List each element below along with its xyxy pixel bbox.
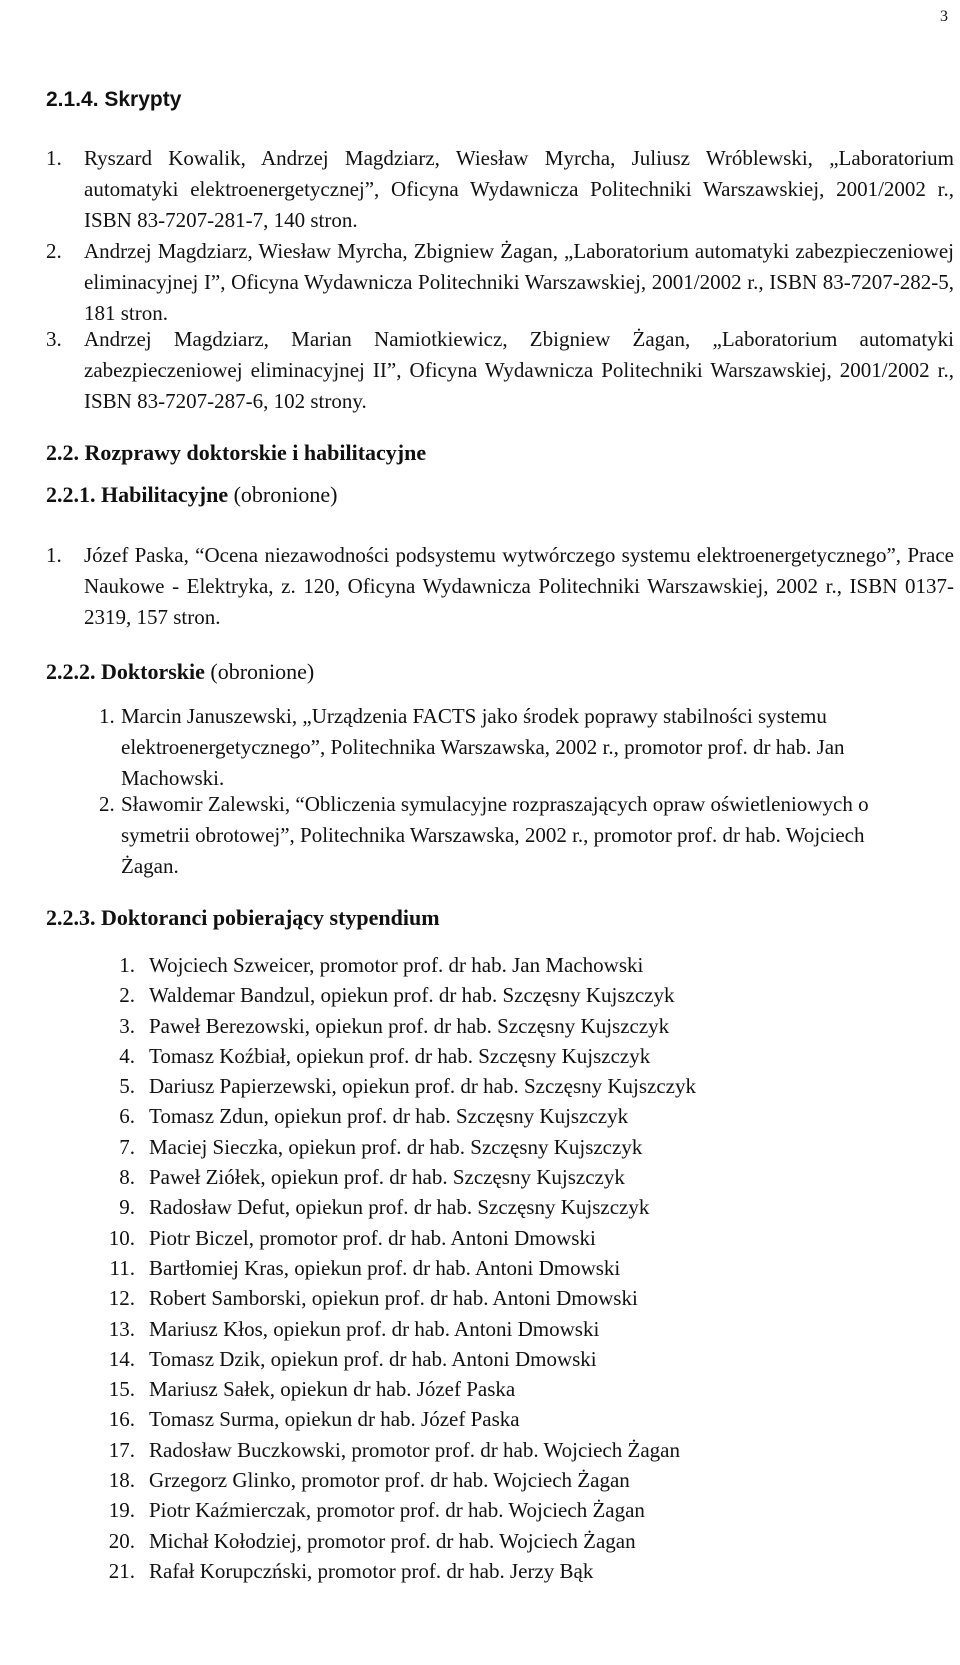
list-item-text: Bartłomiej Kras, opiekun prof. dr hab. Antoni Dmowski: [149, 1255, 621, 1280]
doktoranci-list: [105, 950, 905, 1586]
list-item: [105, 1011, 905, 1041]
skrypt-number: 3.: [46, 327, 62, 351]
list-item-number: 14.: [108, 1346, 135, 1371]
heading-doktoranci: 2.2.3. Doktoranci pobierający stypendium: [46, 905, 440, 930]
list-item: [105, 1556, 905, 1586]
skrypt-number: 1.: [46, 146, 62, 170]
list-item-number: 10.: [108, 1225, 135, 1250]
list-item-text: Radosław Defut, opiekun prof. dr hab. Szczęsny Kujszczyk: [149, 1195, 650, 1220]
list-item-number: 21.: [108, 1558, 135, 1583]
list-item: [105, 1283, 905, 1313]
list-item-number: 12.: [108, 1286, 135, 1311]
list-item: [105, 1132, 905, 1162]
habilitacja-number: 1.: [46, 543, 62, 567]
list-item: [105, 1465, 905, 1495]
list-item-text: Tomasz Surma, opiekun dr hab. Józef Paska: [149, 1407, 520, 1432]
list-item-number: 7.: [119, 1134, 135, 1159]
list-item-text: Maciej Sieczka, opiekun prof. dr hab. Szczęsny Kujszczyk: [149, 1134, 643, 1159]
heading-habilitacyjne: [46, 482, 337, 508]
list-item-text: Waldemar Bandzul, opiekun prof. dr hab. Szczęsny Kujszczyk: [149, 983, 675, 1008]
list-item: [105, 1374, 905, 1404]
list-item-number: 16.: [108, 1407, 135, 1432]
doktorat-entry-1: [99, 701, 921, 794]
list-item-number: 19.: [108, 1498, 135, 1523]
skrypt-text: Ryszard Kowalik, Andrzej Magdziarz, Wiesław Myrcha, Juliusz Wróblewski, „Laboratorium automatyki elektroenergetycznej”, Oficyna Wydawnicza Politechniki Warszawskiej, 2001/2002 r., ISBN 83-7207-281-7, 140 stron.: [84, 146, 954, 232]
doktorat-number: 1.: [99, 704, 115, 728]
habilitacja-text: Józef Paska, “Ocena niezawodności podsystemu wytwórczego systemu elektroenergetycznego”, Prace Naukowe - Elektryka, z. 120, Oficyna Wydawnicza Politechniki Warszawskiej, 2002 r., ISBN 0137-2319, 157 stron.: [84, 543, 954, 629]
page-number: 3: [940, 8, 948, 25]
list-item-text: Piotr Kaźmierczak, promotor prof. dr hab. Wojciech Żagan: [149, 1498, 645, 1523]
heading-doktorskie-note: (obronione): [210, 659, 315, 684]
list-item-number: 3.: [119, 1013, 135, 1038]
skrypt-text: Andrzej Magdziarz, Marian Namiotkiewicz, Zbigniew Żagan, „Laboratorium automatyki zabezpieczeniowej eliminacyjnej II”, Oficyna Wydawnicza Politechniki Warszawskiej, 2001/2002 r., ISBN 83-7207-287-6, 102 strony.: [84, 327, 954, 413]
list-item: [105, 1314, 905, 1344]
list-item-text: Paweł Berezowski, opiekun prof. dr hab. Szczęsny Kujszczyk: [149, 1013, 670, 1038]
list-item-number: 2.: [119, 983, 135, 1008]
list-item-number: 4.: [119, 1043, 135, 1068]
list-item: [105, 1223, 905, 1253]
heading-doktorskie: [46, 659, 314, 685]
heading-rozprawy: 2.2. Rozprawy doktorskie i habilitacyjne: [46, 440, 427, 465]
list-item-text: Rafał Korupczński, promotor prof. dr hab. Jerzy Bąk: [149, 1558, 594, 1583]
heading-habilitacyjne-note: (obronione): [233, 482, 338, 507]
list-item-text: Mariusz Sałek, opiekun dr hab. Józef Paska: [149, 1377, 516, 1402]
list-item: [105, 980, 905, 1010]
list-item-number: 6.: [119, 1104, 135, 1129]
list-item: [105, 950, 905, 980]
list-item: [105, 1192, 905, 1222]
heading-doktorskie-bold: 2.2.2. Doktorskie: [46, 659, 205, 684]
list-item-number: 9.: [119, 1195, 135, 1220]
list-item: [105, 1101, 905, 1131]
list-item-text: Tomasz Dzik, opiekun prof. dr hab. Antoni Dmowski: [149, 1346, 597, 1371]
list-item-number: 1.: [119, 953, 135, 977]
skrypt-entry-2: [46, 236, 954, 329]
list-item-number: 18.: [108, 1468, 135, 1493]
list-item-text: Wojciech Szweicer, promotor prof. dr hab. Jan Machowski: [149, 953, 644, 977]
heading-skrypty: 2.1.4. Skrypty: [46, 88, 182, 111]
list-item-text: Grzegorz Glinko, promotor prof. dr hab. Wojciech Żagan: [149, 1468, 630, 1493]
list-item-text: Tomasz Koźbiał, opiekun prof. dr hab. Szczęsny Kujszczyk: [149, 1043, 651, 1068]
doktorat-entry-2: [99, 789, 921, 882]
list-item: [105, 1435, 905, 1465]
skrypt-entry-3: [46, 324, 954, 417]
doktorat-text: Marcin Januszewski, „Urządzenia FACTS jako środek poprawy stabilności systemu elektroenergetycznego”, Politechnika Warszawska, 2002 r., promotor prof. dr hab. Jan Machowski.: [121, 704, 845, 790]
doktorat-number: 2.: [99, 792, 115, 816]
skrypt-number: 2.: [46, 239, 62, 263]
list-item-number: 5.: [119, 1074, 135, 1099]
list-item-text: Piotr Biczel, promotor prof. dr hab. Antoni Dmowski: [149, 1225, 596, 1250]
list-item: [105, 1253, 905, 1283]
list-item: [105, 1162, 905, 1192]
list-item: [105, 1344, 905, 1374]
list-item-number: 8.: [119, 1165, 135, 1190]
list-item: [105, 1495, 905, 1525]
habilitacja-entry-1: [46, 540, 954, 633]
list-item-number: 17.: [108, 1437, 135, 1462]
list-item: [105, 1526, 905, 1556]
list-item-text: Robert Samborski, opiekun prof. dr hab. Antoni Dmowski: [149, 1286, 638, 1311]
list-item: [105, 1404, 905, 1434]
skrypt-entry-1: [46, 143, 954, 236]
skrypt-text: Andrzej Magdziarz, Wiesław Myrcha, Zbigniew Żagan, „Laboratorium automatyki zabezpieczeniowej eliminacyjnej I”, Oficyna Wydawnicza Politechniki Warszawskiej, 2001/2002 r., ISBN 83-7207-282-5, 181 stron.: [84, 239, 954, 325]
list-item-text: Mariusz Kłos, opiekun prof. dr hab. Antoni Dmowski: [149, 1316, 600, 1341]
list-item-number: 15.: [108, 1377, 135, 1402]
list-item-text: Radosław Buczkowski, promotor prof. dr hab. Wojciech Żagan: [149, 1437, 680, 1462]
list-item-text: Tomasz Zdun, opiekun prof. dr hab. Szczęsny Kujszczyk: [149, 1104, 629, 1129]
heading-habilitacyjne-bold: 2.2.1. Habilitacyjne: [46, 482, 229, 507]
list-item-number: 13.: [108, 1316, 135, 1341]
list-item: [105, 1071, 905, 1101]
list-item-text: Paweł Ziółek, opiekun prof. dr hab. Szczęsny Kujszczyk: [149, 1165, 625, 1190]
doktorat-text: Sławomir Zalewski, “Obliczenia symulacyjne rozpraszających opraw oświetleniowych o symetrii obrotowej”, Politechnika Warszawska, 2002 r., promotor prof. dr hab. Wojciech Żagan.: [121, 792, 869, 878]
list-item-text: Michał Kołodziej, promotor prof. dr hab. Wojciech Żagan: [149, 1528, 636, 1553]
list-item: [105, 1041, 905, 1071]
list-item-text: Dariusz Papierzewski, opiekun prof. dr hab. Szczęsny Kujszczyk: [149, 1074, 696, 1099]
list-item-number: 20.: [108, 1528, 135, 1553]
list-item-number: 11.: [109, 1255, 135, 1280]
